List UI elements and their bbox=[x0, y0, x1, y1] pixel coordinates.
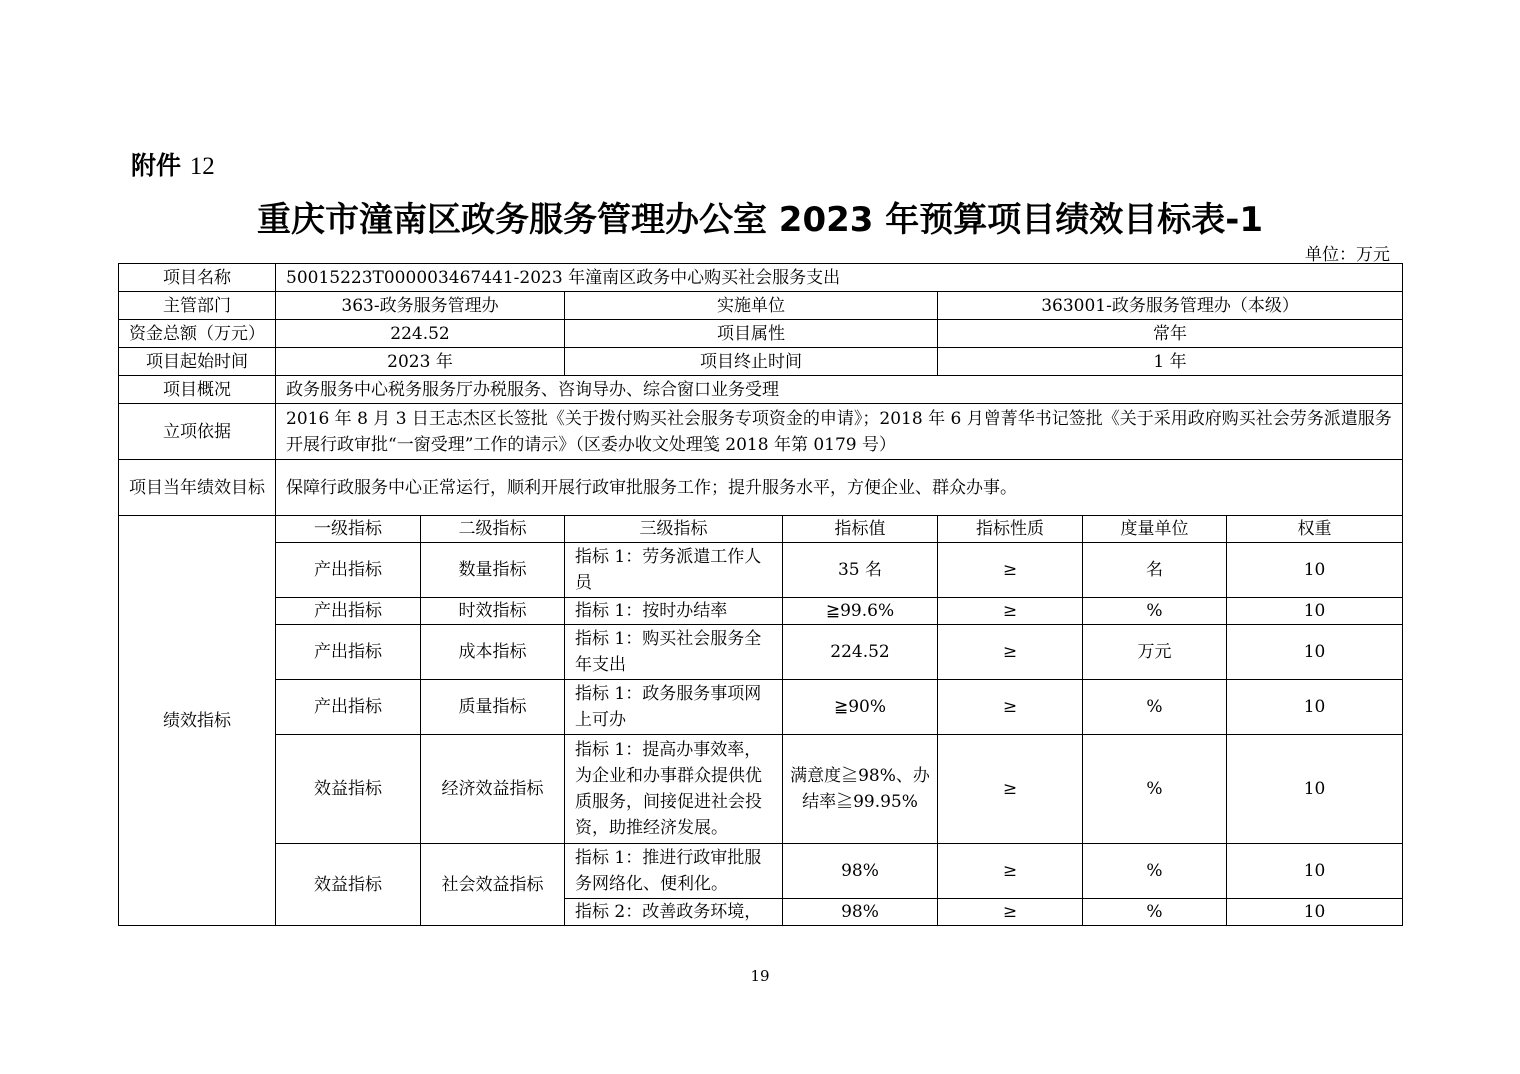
level2-cell: 成本指标 bbox=[421, 625, 565, 680]
table-row bbox=[119, 598, 1403, 625]
unit-cell: % bbox=[1083, 680, 1227, 735]
basis-value: 2016 年 8 月 3 日王志杰区长签批《关于拨付购买社会服务专项资金的申请》；2018 年 6 月曾菁华书记签批《关于采用政府购买社会劳务派遣服务开展行政审批“一窗受理”工作的请示》（区委办收文处理笺 2018 年第 0179 号） bbox=[276, 404, 1403, 460]
page-number: 19 bbox=[750, 967, 770, 985]
level3-cell: 指标 1：劳务派遣工作人员 bbox=[565, 543, 783, 598]
unit-cell: % bbox=[1083, 735, 1227, 844]
weight-cell: 10 bbox=[1227, 625, 1403, 680]
row-department bbox=[119, 292, 1403, 320]
unit-label: 单位：万元 bbox=[1305, 245, 1390, 265]
level2-cell: 时效指标 bbox=[421, 598, 565, 625]
fund-total-label: 资金总额（万元） bbox=[119, 320, 276, 348]
value-cell: 满意度≧98%、办结率≧99.95% bbox=[783, 735, 938, 844]
weight-cell: 10 bbox=[1227, 598, 1403, 625]
nature-cell: ≥ bbox=[938, 680, 1083, 735]
table-row bbox=[119, 680, 1403, 735]
row-time bbox=[119, 348, 1403, 376]
document-title: 重庆市潼南区政务服务管理办公室 2023 年预算项目绩效目标表-1 bbox=[256, 200, 1264, 240]
header-level2: 二级指标 bbox=[421, 516, 565, 543]
unit-cell: % bbox=[1083, 598, 1227, 625]
value-cell: ≧99.6% bbox=[783, 598, 938, 625]
nature-cell: ≥ bbox=[938, 899, 1083, 926]
start-time-label: 项目起始时间 bbox=[119, 348, 276, 376]
nature-cell: ≥ bbox=[938, 735, 1083, 844]
unit-cell: % bbox=[1083, 899, 1227, 926]
weight-cell: 10 bbox=[1227, 844, 1403, 899]
level1-cell: 产出指标 bbox=[276, 543, 421, 598]
row-annual-goal bbox=[119, 460, 1403, 516]
level1-cell: 效益指标 bbox=[276, 844, 421, 926]
department-value: 363-政务服务管理办 bbox=[276, 292, 565, 320]
value-cell: 35 名 bbox=[783, 543, 938, 598]
table-row bbox=[119, 844, 1403, 899]
basis-label: 立项依据 bbox=[119, 404, 276, 460]
value-cell: 98% bbox=[783, 844, 938, 899]
unit-cell: % bbox=[1083, 844, 1227, 899]
header-level1: 一级指标 bbox=[276, 516, 421, 543]
overview-value: 政务服务中心税务服务厅办税服务、咨询导办、综合窗口业务受理 bbox=[276, 376, 1403, 404]
start-time-value: 2023 年 bbox=[276, 348, 565, 376]
nature-cell: ≥ bbox=[938, 625, 1083, 680]
performance-target-table bbox=[118, 263, 1403, 926]
level2-cell: 经济效益指标 bbox=[421, 735, 565, 844]
weight-cell: 10 bbox=[1227, 735, 1403, 844]
level1-cell: 产出指标 bbox=[276, 680, 421, 735]
annual-goal-value: 保障行政服务中心正常运行，顺利开展行政审批服务工作；提升服务水平，方便企业、群众办事。 bbox=[276, 460, 1403, 516]
level2-cell: 社会效益指标 bbox=[421, 844, 565, 926]
attachment-number: 12 bbox=[189, 153, 215, 180]
weight-cell: 10 bbox=[1227, 543, 1403, 598]
value-cell: ≧90% bbox=[783, 680, 938, 735]
nature-cell: ≥ bbox=[938, 598, 1083, 625]
level2-cell: 质量指标 bbox=[421, 680, 565, 735]
header-value: 指标值 bbox=[783, 516, 938, 543]
implementing-unit-value: 363001-政务服务管理办（本级） bbox=[938, 292, 1403, 320]
value-cell: 98% bbox=[783, 899, 938, 926]
level1-cell: 产出指标 bbox=[276, 598, 421, 625]
level3-cell: 指标 2：改善政务环境， bbox=[565, 899, 783, 926]
level1-cell: 产出指标 bbox=[276, 625, 421, 680]
header-unit: 度量单位 bbox=[1083, 516, 1227, 543]
end-time-label: 项目终止时间 bbox=[565, 348, 938, 376]
level3-cell: 指标 1：提高办事效率，为企业和办事群众提供优质服务，间接促进社会投资，助推经济发展。 bbox=[565, 735, 783, 844]
overview-label: 项目概况 bbox=[119, 376, 276, 404]
project-name-value: 50015223T000003467441-2023 年潼南区政务中心购买社会服务支出 bbox=[276, 264, 1403, 292]
level3-cell: 指标 1：购买社会服务全年支出 bbox=[565, 625, 783, 680]
nature-cell: ≥ bbox=[938, 543, 1083, 598]
header-level3: 三级指标 bbox=[565, 516, 783, 543]
unit-cell: 名 bbox=[1083, 543, 1227, 598]
end-time-value: 1 年 bbox=[938, 348, 1403, 376]
table-row bbox=[119, 625, 1403, 680]
row-project-name bbox=[119, 264, 1403, 292]
indicators-section-label: 绩效指标 bbox=[119, 516, 276, 926]
project-name-label: 项目名称 bbox=[119, 264, 276, 292]
implementing-unit-label: 实施单位 bbox=[565, 292, 938, 320]
table-row bbox=[119, 543, 1403, 598]
table-row bbox=[119, 735, 1403, 844]
level2-cell: 数量指标 bbox=[421, 543, 565, 598]
value-cell: 224.52 bbox=[783, 625, 938, 680]
weight-cell: 10 bbox=[1227, 680, 1403, 735]
row-overview bbox=[119, 376, 1403, 404]
indicator-header-row bbox=[119, 516, 1403, 543]
annual-goal-label: 项目当年绩效目标 bbox=[119, 460, 276, 516]
nature-cell: ≥ bbox=[938, 844, 1083, 899]
attachment-label-text: 附件 bbox=[131, 151, 182, 180]
header-nature: 指标性质 bbox=[938, 516, 1083, 543]
level3-cell: 指标 1：按时办结率 bbox=[565, 598, 783, 625]
header-weight: 权重 bbox=[1227, 516, 1403, 543]
level1-cell: 效益指标 bbox=[276, 735, 421, 844]
fund-total-value: 224.52 bbox=[276, 320, 565, 348]
project-attribute-label: 项目属性 bbox=[565, 320, 938, 348]
department-label: 主管部门 bbox=[119, 292, 276, 320]
attachment-label bbox=[131, 146, 215, 182]
row-fund bbox=[119, 320, 1403, 348]
weight-cell: 10 bbox=[1227, 899, 1403, 926]
unit-cell: 万元 bbox=[1083, 625, 1227, 680]
level3-cell: 指标 1：政务服务事项网上可办 bbox=[565, 680, 783, 735]
level3-cell: 指标 1：推进行政审批服务网络化、便利化。 bbox=[565, 844, 783, 899]
project-attribute-value: 常年 bbox=[938, 320, 1403, 348]
row-basis bbox=[119, 404, 1403, 460]
